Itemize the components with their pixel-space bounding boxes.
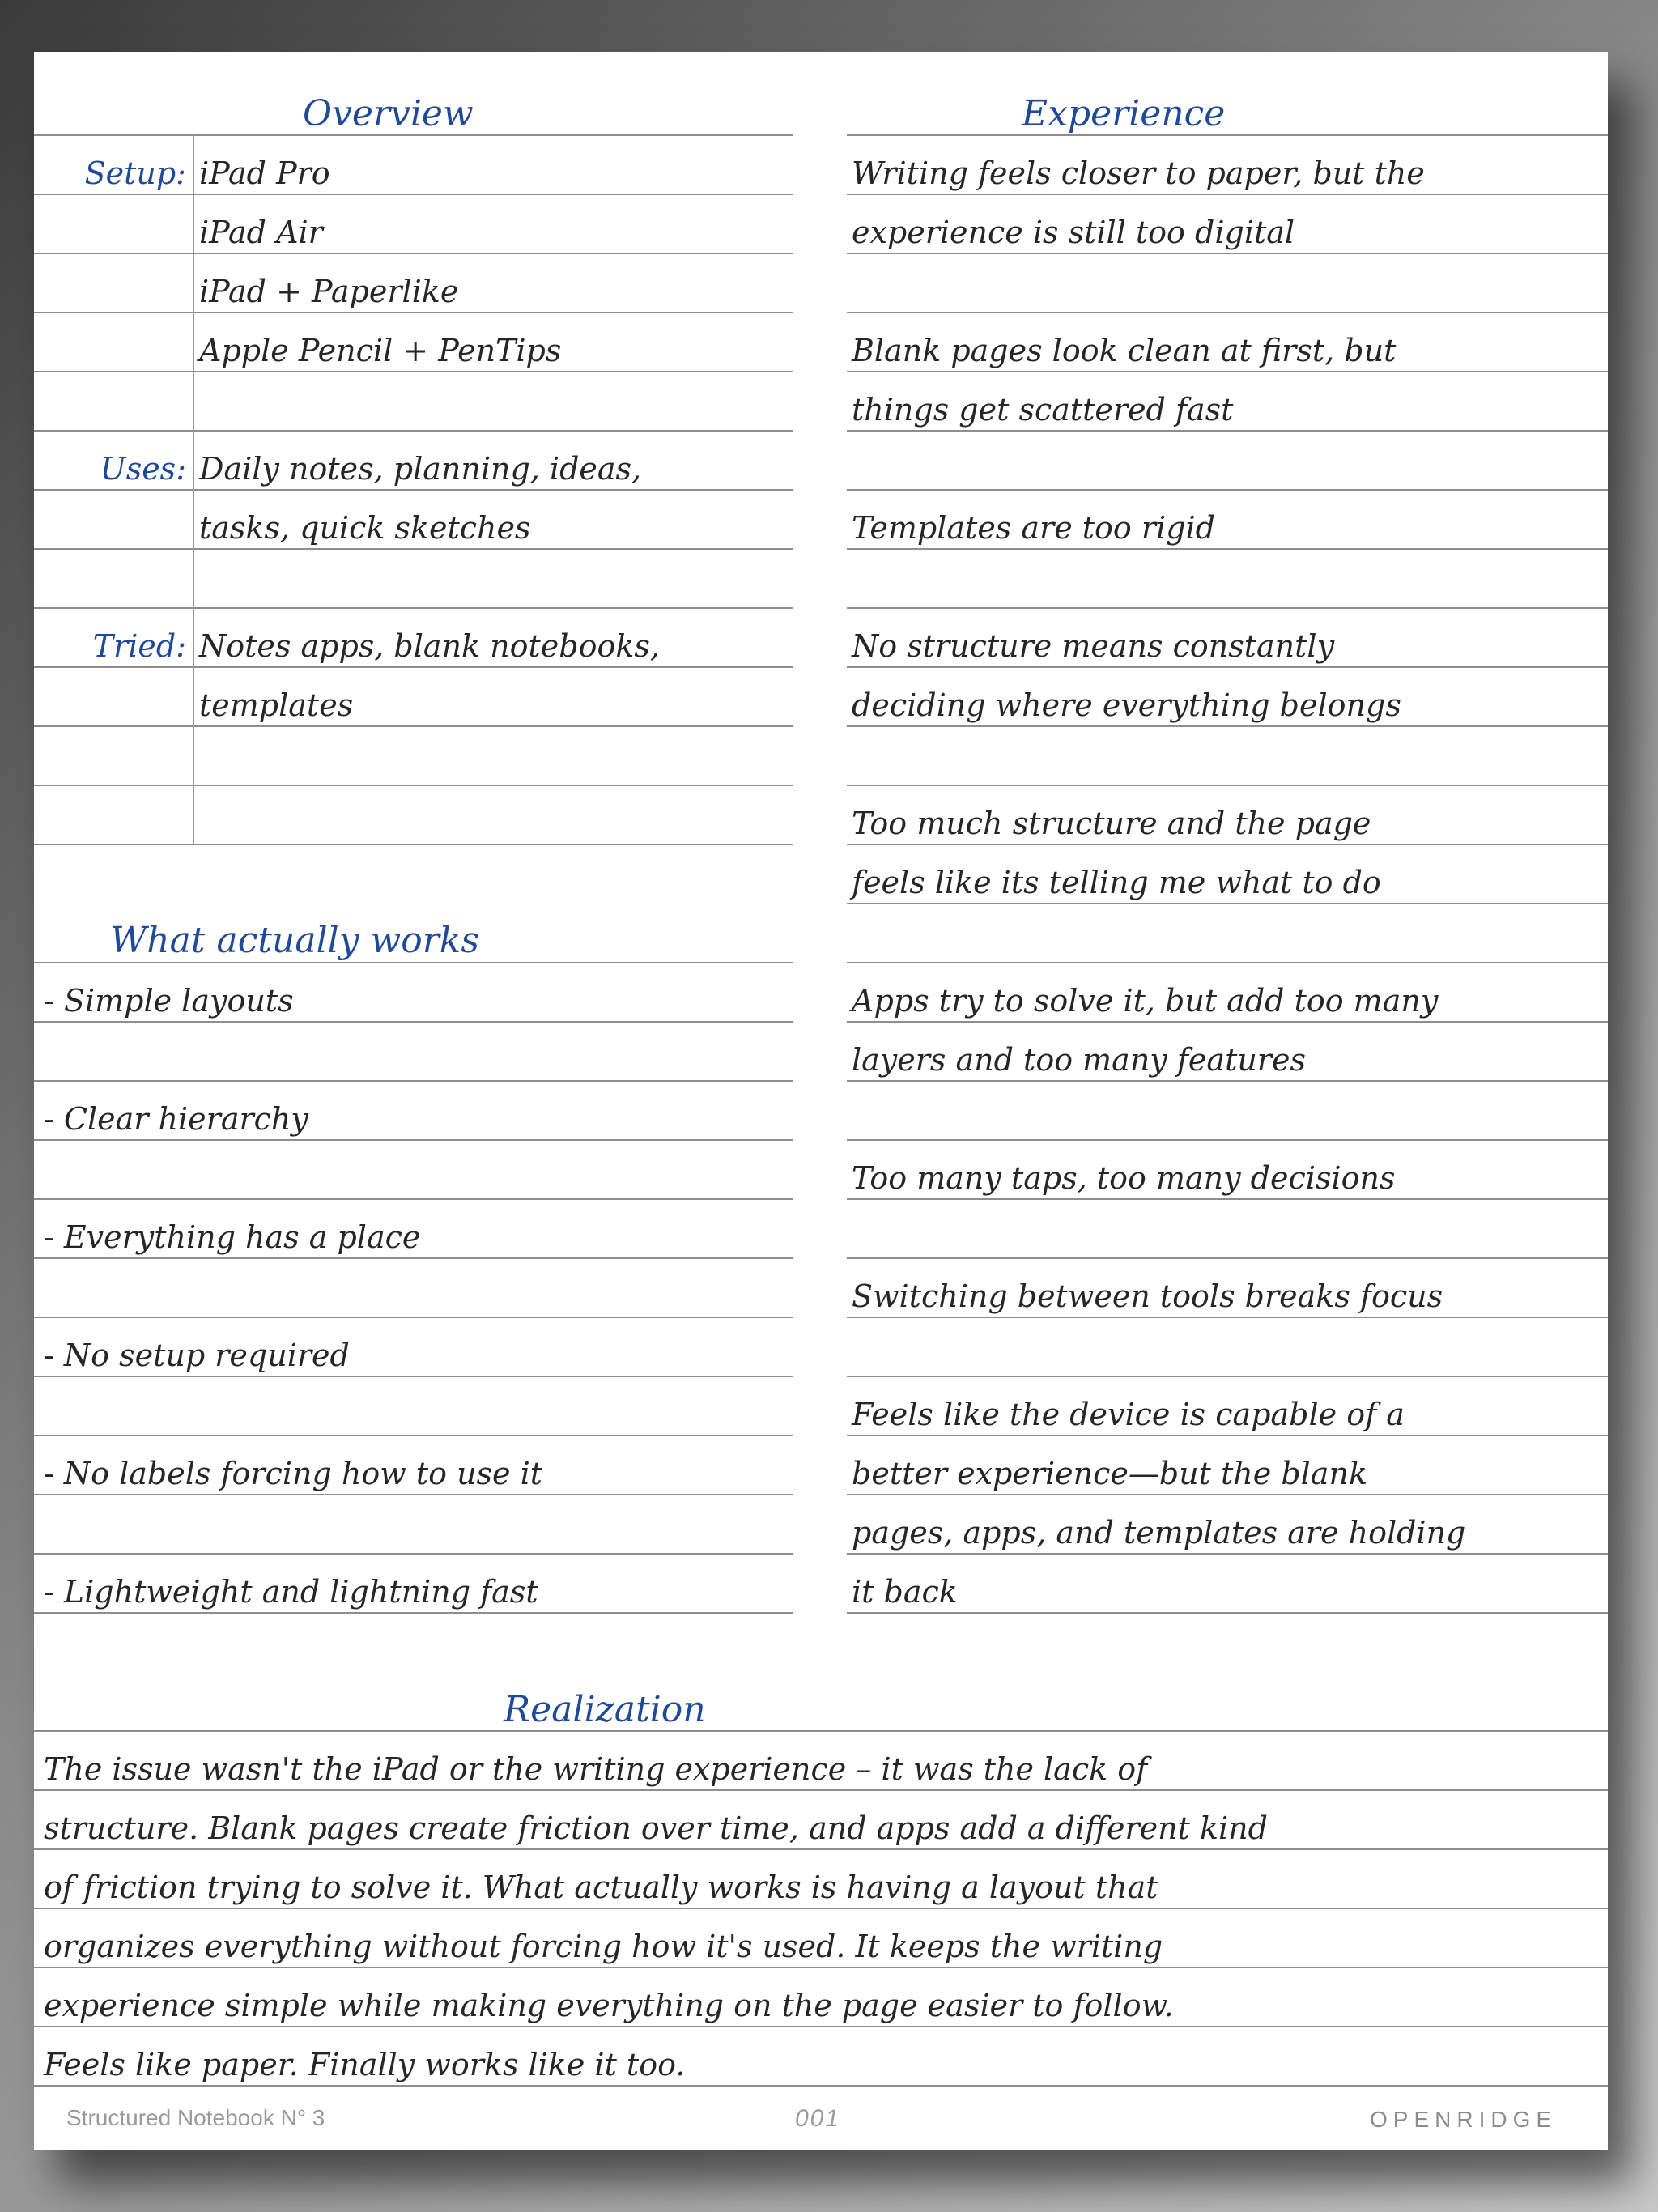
rule-line xyxy=(847,844,1608,845)
experience-line: Apps try to solve it, but add too many xyxy=(852,983,1439,1019)
rule-line xyxy=(847,607,1608,609)
experience-line: Switching between tools breaks focus xyxy=(852,1278,1443,1314)
rule-line xyxy=(847,489,1608,491)
realization-line: Feels like paper. Finally works like it too. xyxy=(44,2047,686,2082)
rule-line xyxy=(847,1376,1608,1377)
works-item: - Everything has a place xyxy=(44,1219,421,1255)
experience-line: pages, apps, and templates are holding xyxy=(852,1515,1466,1551)
rule-line xyxy=(34,785,793,786)
experience-line: layers and too many features xyxy=(852,1042,1306,1078)
rule-line xyxy=(34,2085,1608,2087)
rule-line xyxy=(847,430,1608,432)
experience-line: Too much structure and the page xyxy=(852,806,1371,841)
experience-line: it back xyxy=(852,1574,958,1610)
experience-line: things get scattered fast xyxy=(852,392,1234,428)
rule-line xyxy=(34,548,793,550)
rule-line xyxy=(847,1080,1608,1082)
experience-line: Writing feels closer to paper, but the xyxy=(852,155,1425,191)
rule-line xyxy=(34,1494,793,1495)
rule-line xyxy=(847,666,1608,668)
rule-line xyxy=(34,134,793,136)
tried-line: Notes apps, blank notebooks, xyxy=(199,628,660,664)
rule-line xyxy=(34,725,793,727)
works-item: - Lightweight and lightning fast xyxy=(44,1574,538,1610)
experience-line: Templates are too rigid xyxy=(852,510,1216,546)
rule-line xyxy=(847,725,1608,727)
experience-line: No structure means constantly xyxy=(852,628,1335,664)
experience-line: feels like its telling me what to do xyxy=(852,865,1381,900)
uses-label: Uses: xyxy=(100,451,186,487)
rule-line xyxy=(847,1553,1608,1555)
rule-line xyxy=(847,371,1608,372)
rule-line xyxy=(34,1553,793,1555)
rule-line xyxy=(847,194,1608,195)
rule-line xyxy=(34,1139,793,1141)
realization-line: experience simple while making everything on the page easier to follow. xyxy=(44,1988,1174,2023)
works-item: - No labels forcing how to use it xyxy=(44,1456,543,1491)
overview-heading: Overview xyxy=(303,93,474,134)
rule-line xyxy=(34,2026,1608,2027)
rule-line xyxy=(34,1789,1608,1791)
rule-line xyxy=(34,1612,793,1614)
rule-line xyxy=(34,1376,793,1377)
works-item: - Simple layouts xyxy=(44,983,294,1019)
rule-line xyxy=(34,1435,793,1436)
page-number: 001 xyxy=(795,2105,841,2132)
rule-line xyxy=(34,1967,1608,1968)
realization-line: structure. Blank pages create friction over time, and apps add a different kind xyxy=(44,1810,1268,1846)
realization-heading: Realization xyxy=(504,1689,706,1730)
rule-line xyxy=(34,312,793,313)
rule-line xyxy=(34,1257,793,1259)
rule-line xyxy=(847,1257,1608,1259)
notebook-page xyxy=(34,52,1608,2150)
experience-line: deciding where everything belongs xyxy=(852,687,1401,723)
notebook-title: Structured Notebook N° 3 xyxy=(66,2105,325,2130)
realization-line: of friction trying to solve it. What actually works is having a layout that xyxy=(44,1870,1158,1905)
experience-heading: Experience xyxy=(1022,93,1226,134)
realization-line: organizes everything without forcing how it's used. It keeps the writing xyxy=(44,1929,1163,1964)
rule-line xyxy=(847,548,1608,550)
rule-line xyxy=(34,1021,793,1023)
experience-line: better experience—but the blank xyxy=(852,1456,1367,1491)
rule-line xyxy=(847,1317,1608,1318)
rule-line xyxy=(847,312,1608,313)
rule-line xyxy=(34,371,793,372)
rule-line xyxy=(34,962,793,963)
setup-item: iPad + Paperlike xyxy=(199,274,459,309)
rule-line xyxy=(34,253,793,254)
rule-line xyxy=(34,666,793,668)
rule-line xyxy=(34,1198,793,1200)
rule-line xyxy=(847,1021,1608,1023)
rule-line xyxy=(34,489,793,491)
tried-line: templates xyxy=(199,687,354,723)
rule-line xyxy=(847,962,1608,963)
works-item: - No setup required xyxy=(44,1338,350,1373)
experience-line: Blank pages look clean at first, but xyxy=(852,333,1397,368)
setup-item: iPad Pro xyxy=(199,155,330,191)
experience-line: experience is still too digital xyxy=(852,215,1295,250)
overview-margin-line xyxy=(193,134,194,844)
setup-item: iPad Air xyxy=(199,215,323,250)
rule-line xyxy=(34,430,793,432)
brand-name: OPENRIDGE xyxy=(1370,2107,1558,2132)
rule-line xyxy=(847,1198,1608,1200)
rule-line xyxy=(847,253,1608,254)
rule-line xyxy=(847,1494,1608,1495)
realization-line: The issue wasn't the iPad or the writing experience – it was the lack of xyxy=(44,1751,1148,1787)
tried-label: Tried: xyxy=(92,628,186,664)
rule-line xyxy=(34,1317,793,1318)
uses-line: Daily notes, planning, ideas, xyxy=(199,451,642,487)
rule-line xyxy=(34,1908,1608,1909)
rule-line xyxy=(847,903,1608,904)
experience-line: Too many taps, too many decisions xyxy=(852,1160,1396,1196)
rule-line xyxy=(34,1080,793,1082)
rule-line xyxy=(34,1848,1608,1850)
setup-item: Apple Pencil + PenTips xyxy=(199,333,562,368)
works-heading: What actually works xyxy=(110,920,480,961)
rule-line xyxy=(847,1139,1608,1141)
rule-line xyxy=(34,1730,1608,1732)
rule-line xyxy=(847,1612,1608,1614)
works-item: - Clear hierarchy xyxy=(44,1101,308,1137)
setup-label: Setup: xyxy=(84,155,186,191)
rule-line xyxy=(34,607,793,609)
rule-line xyxy=(847,1435,1608,1436)
rule-line xyxy=(847,134,1608,136)
experience-line: Feels like the device is capable of a xyxy=(852,1397,1405,1432)
uses-line: tasks, quick sketches xyxy=(199,510,531,546)
rule-line xyxy=(34,194,793,195)
rule-line xyxy=(34,844,793,845)
rule-line xyxy=(847,785,1608,786)
